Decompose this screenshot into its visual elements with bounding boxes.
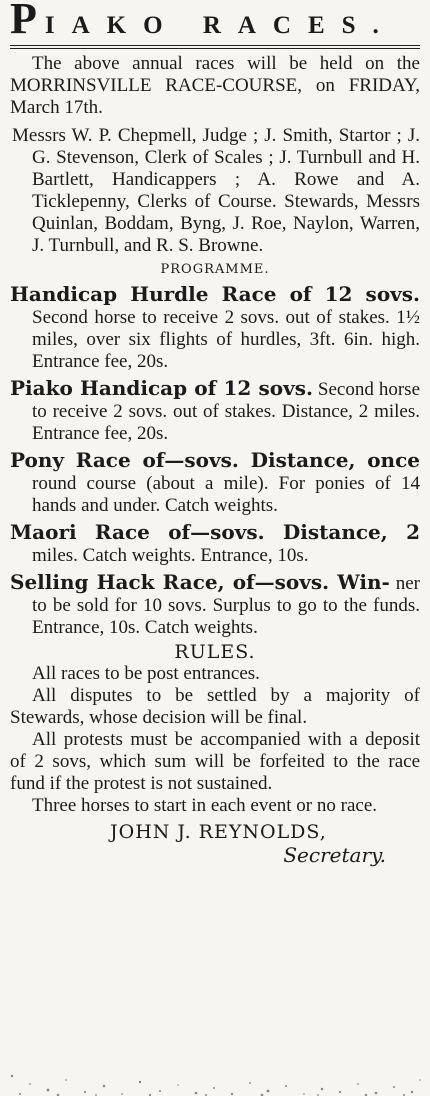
race-item <box>10 521 420 567</box>
race-list <box>10 283 420 639</box>
race-details: round course (about a mile). For ponies of 14 hands and under. Catch weights. <box>32 473 420 516</box>
officials-paragraph: Messrs W. P. Chepmell, Judge ; J. Smith, Startor ; J. G. Stevenson, Clerk of Scales ; J. Turnbull and H. Bartlett, Handicappers ; A. Rowe and A. Ticklepenny, Clerks of Course. Stewards, Messrs Quinlan, Boddam, Byng, J. Roe, Naylon, Warren, J. Turnbull, and R. S. Browne. <box>12 125 420 256</box>
race-item <box>10 283 420 373</box>
title-rest: IAKO RACES. <box>44 12 396 39</box>
intro-paragraph: The above annual races will be held on the MORRINSVILLE RACE-COURSE, on FRIDAY, March 17th. <box>10 53 420 118</box>
race-name: Pony Race of—sovs. Distance, once <box>10 448 420 472</box>
rule-item: All races to be post entrances. <box>32 663 260 684</box>
signature-name: JOHN J. REYNOLDS, <box>110 821 327 843</box>
title-divider <box>10 48 420 49</box>
rule-item: All protests must be accompanied with a deposit of 2 sovs, which sum will be forfeited to the race fund if the protest is not sustained. <box>10 729 420 794</box>
race-details: Second horse to receive 2 sovs. out of stakes. Distance, 2 miles. Entrance fee, 20s. <box>32 379 420 444</box>
rules-list <box>10 663 420 817</box>
race-name: Maori Race of—sovs. Distance, 2 <box>10 520 420 544</box>
title-initial: P <box>10 0 45 43</box>
race-details: Second horse to receive 2 sovs. out of stakes. 1½ miles, over six flights of hurdles, 3ft. 6in. high. Entrance fee, 20s. <box>32 307 420 372</box>
rule-item: Three horses to start in each event or no race. <box>32 795 378 816</box>
programme-heading: PROGRAMME. <box>160 262 270 277</box>
race-name: Selling Hack Race, of—sovs. Win- <box>10 570 390 594</box>
race-item <box>10 449 420 517</box>
race-details: miles. Catch weights. Entrance, 10s. <box>32 545 309 566</box>
race-item <box>10 571 420 639</box>
page-title <box>10 2 420 46</box>
signature-role: Secretary. <box>283 843 386 867</box>
rule-item: All disputes to be settled by a majority of Stewards, whose decision will be final. <box>10 685 420 728</box>
race-name: Piako Handicap of 12 sovs. <box>10 376 313 400</box>
rules-heading: RULES. <box>174 641 256 663</box>
race-details: ner to be sold for 10 sovs. Surplus to go to the funds. Entrance, 10s. Catch weights. <box>32 573 420 638</box>
race-item <box>10 377 420 445</box>
race-name: Handicap Hurdle Race of 12 sovs. <box>10 282 420 306</box>
